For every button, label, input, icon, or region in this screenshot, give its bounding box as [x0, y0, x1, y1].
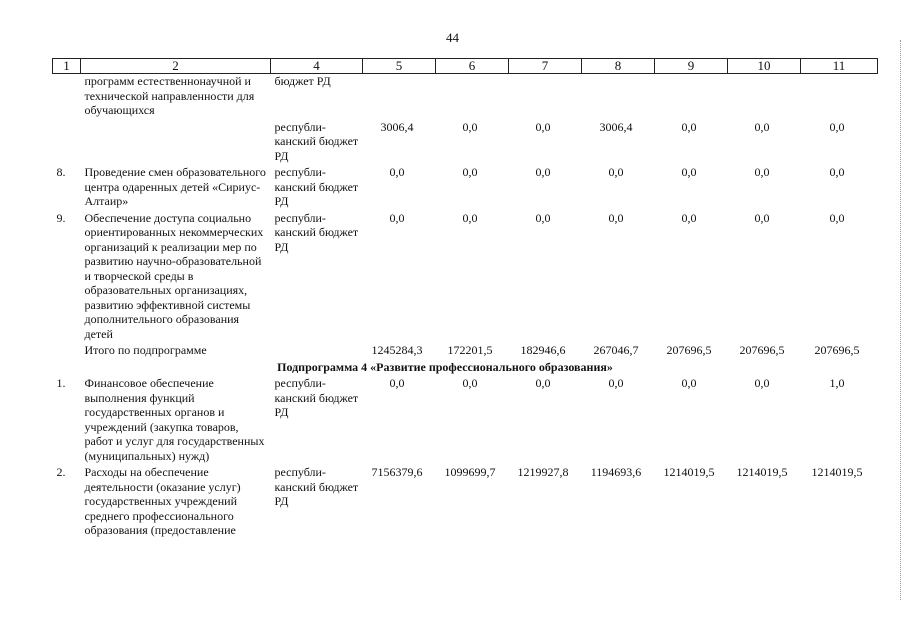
- total-value: 207696,5: [739, 343, 785, 357]
- value-cell: [801, 74, 878, 120]
- value-cell: 0,0: [829, 119, 845, 134]
- value-cell: 0,0: [754, 165, 770, 179]
- total-value: 172201,5: [447, 343, 493, 357]
- value-cell: 0,0: [389, 210, 405, 225]
- value-cell: 0,0: [754, 119, 770, 134]
- col-header-1: 1: [53, 59, 81, 74]
- value-cell: 0,0: [535, 165, 551, 179]
- col-header-6: 6: [436, 59, 509, 74]
- value-cell: 0,0: [389, 376, 405, 390]
- row-index: 2.: [56, 465, 66, 479]
- value-cell: 0,0: [462, 119, 478, 134]
- col-header-5: 5: [363, 59, 436, 74]
- value-cell: 0,0: [608, 376, 624, 390]
- page-number: 44: [446, 30, 459, 45]
- row-index: [53, 120, 81, 166]
- value-cell: 0,0: [754, 376, 770, 390]
- col-header-2: 2: [81, 59, 271, 74]
- value-cell: 3006,4: [599, 119, 633, 134]
- table-row: [53, 376, 878, 465]
- value-cell: 0,0: [754, 210, 770, 225]
- value-cell: 0,0: [535, 210, 551, 225]
- total-value: 207696,5: [814, 343, 860, 357]
- row-index: 1.: [56, 376, 66, 390]
- col-header-11: 11: [801, 59, 878, 74]
- value-cell: 1099699,7: [444, 465, 496, 479]
- value-cell: 0,0: [535, 376, 551, 390]
- value-cell: 0,0: [462, 165, 478, 179]
- col-header-8: 8: [582, 59, 655, 74]
- value-cell: 1219927,8: [517, 465, 569, 479]
- budget-table: [52, 58, 878, 540]
- value-cell: 0,0: [829, 210, 845, 225]
- total-row: [53, 343, 878, 360]
- value-cell: 0,0: [462, 210, 478, 225]
- row-name: Проведение смен образовательного центра одаренных детей «Сириус-Алтаир»: [84, 165, 266, 208]
- col-header-7: 7: [509, 59, 582, 74]
- value-cell: [509, 74, 582, 120]
- subprogram-heading-row: [53, 360, 878, 377]
- value-cell: [728, 74, 801, 120]
- value-cell: 0,0: [462, 376, 478, 390]
- value-cell: 0,0: [608, 165, 624, 179]
- column-header-row: [53, 59, 878, 74]
- value-cell: 0,0: [608, 210, 624, 225]
- row-source: республи-канский бюджет РД: [274, 376, 359, 419]
- total-label: Итого по подпрограмме: [84, 343, 207, 357]
- scan-edge-artifact: [898, 40, 901, 600]
- subprogram-title: Подпрограмма 4 «Развитие профессионального образования»: [277, 359, 613, 374]
- value-cell: 1,0: [829, 376, 845, 390]
- total-value: 267046,7: [593, 343, 639, 357]
- value-cell: 3006,4: [380, 119, 414, 134]
- value-cell: 1214019,5: [811, 465, 863, 479]
- value-cell: [436, 74, 509, 120]
- row-name: Обеспечение доступа социально ориентированных некоммерческих организаций к реализации мер по развитию научно-образовательной и творческой среды в образовательных организациях, развитию эффективной системы дополнительного образования детей: [84, 210, 264, 341]
- row-source: республи-канский бюджет РД: [274, 165, 359, 208]
- row-index: 8.: [56, 165, 66, 179]
- table-row: [53, 211, 878, 344]
- value-cell: 1214019,5: [663, 465, 715, 479]
- row-source: республи-канский бюджет РД: [274, 465, 359, 508]
- value-cell: 0,0: [535, 119, 551, 134]
- value-cell: 0,0: [681, 119, 697, 134]
- row-name: Финансовое обеспечение выполнения функций государственных органов и учреждений (закупка товаров, работ и услуг для государственных (муниципальных) нужд): [84, 376, 265, 463]
- row-source: республи-канский бюджет РД: [274, 119, 359, 163]
- row-name: [81, 120, 271, 166]
- total-value: 1245284,3: [371, 343, 423, 357]
- total-value: 207696,5: [666, 343, 712, 357]
- value-cell: 0,0: [681, 165, 697, 179]
- value-cell: 0,0: [681, 210, 697, 225]
- row-name: Расходы на обеспечение деятельности (оказание услуг) государственных учреждений среднего профессионального образования (предоставление: [84, 465, 241, 537]
- table-row: [53, 165, 878, 211]
- value-cell: 0,0: [681, 376, 697, 390]
- table-row: [53, 74, 878, 120]
- total-value: 182946,6: [520, 343, 566, 357]
- value-cell: 1194693,6: [590, 465, 642, 479]
- value-cell: 7156379,6: [371, 465, 423, 479]
- row-index: [53, 74, 81, 120]
- col-header-9: 9: [655, 59, 728, 74]
- value-cell: [655, 74, 728, 120]
- value-cell: 0,0: [389, 165, 405, 179]
- row-source: республи-канский бюджет РД: [274, 210, 359, 254]
- value-cell: [363, 74, 436, 120]
- row-name: программ естественнонаучной и технической направленности для обучающихся: [84, 74, 255, 117]
- value-cell: [582, 74, 655, 120]
- col-header-4: 4: [271, 59, 363, 74]
- value-cell: 0,0: [829, 165, 845, 179]
- value-cell: 1214019,5: [736, 465, 788, 479]
- table-row: [53, 465, 878, 540]
- row-source: бюджет РД: [274, 74, 331, 88]
- col-header-10: 10: [728, 59, 801, 74]
- row-index: 9.: [56, 210, 66, 225]
- table-row: [53, 120, 878, 166]
